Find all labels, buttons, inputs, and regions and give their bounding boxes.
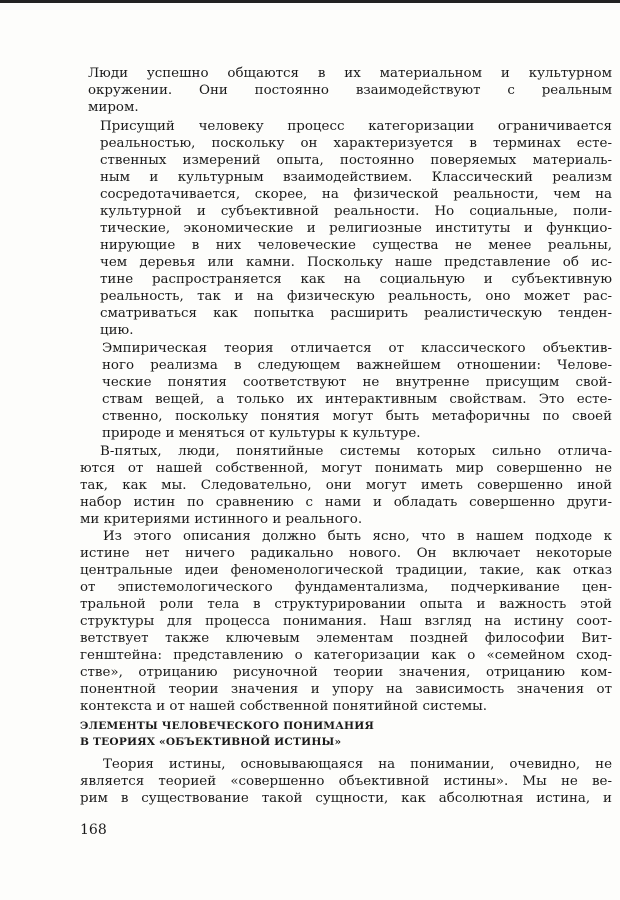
section-heading [80, 718, 374, 750]
text-line: Присущий человеку процесс категоризации ограничивается [100, 119, 612, 134]
paragraph-2 [100, 118, 612, 339]
text-line: Люди успешно общаются в их материальном и культурном [88, 66, 612, 81]
text-line: природе и меняться от культуры к культуре. [102, 426, 421, 441]
paragraph-5 [80, 528, 612, 715]
text-line: ным и культурным взаимодействием. Классический реализм [100, 170, 612, 185]
text-line: структуры для процесса понимания. Наш взгляд на истину соот- [80, 614, 612, 629]
text-line: цию. [100, 323, 134, 338]
text-line: реальностью, поскольку он характеризуется в терминах есте- [100, 136, 612, 151]
text-line: ветствует также ключевым элементам поздней философии Вит- [80, 631, 612, 646]
text-line: так, как мы. Следовательно, они могут иметь совершенно иной [80, 478, 612, 493]
text-line: В-пятых, люди, понятийные системы которых сильно отлича- [100, 444, 612, 459]
text-line: нирующие в них человеческие существа не менее реальны, [100, 238, 612, 253]
text-line: центральные идеи феноменологической традиции, такие, как отказ [80, 563, 612, 578]
text-line: окружении. Они постоянно взаимодействуют с реальным [88, 83, 612, 98]
text-line: ственных измерений опыта, постоянно поверяемых материаль- [100, 153, 612, 168]
text-line: миром. [88, 100, 139, 115]
text-line: Теория истины, основывающаяся на понимании, очевидно, не [103, 757, 612, 772]
text-line: набор истин по сравнению с нами и обладать совершенно други- [80, 495, 612, 510]
text-line: культурной и субъективной реальности. Но социальные, поли- [100, 204, 612, 219]
heading-line-2: В ТЕОРИЯХ «ОБЪЕКТИВНОЙ ИСТИНЫ» [80, 736, 342, 748]
text-line: тральной роли тела в структурировании опыта и важность этой [80, 597, 612, 612]
text-line: стве», отрицанию рисуночной теории значения, отрицанию ком- [80, 665, 612, 680]
text-line: истине нет ничего радикально нового. Он включает некоторые [80, 546, 612, 561]
paragraph-6 [80, 756, 612, 807]
text-line: ного реализма в следующем важнейшем отношении: Челове- [102, 358, 612, 373]
page-number: 168 [80, 822, 107, 838]
text-line: Эмпирическая теория отличается от классического объектив- [102, 341, 612, 356]
text-line: от эпистемологического фундаментализма, подчеркивание цен- [80, 580, 612, 595]
text-line: рим в существование такой сущности, как абсолютная истина, и [80, 791, 612, 806]
text-line: чем деревья или камни. Поскольку наше представление об ис- [100, 255, 612, 270]
text-line: тические, экономические и религиозные институты и функцио- [100, 221, 612, 236]
text-line: сматриваться как попытка расширить реалистическую тенден- [100, 306, 612, 321]
text-line: ствам вещей, а только их интерактивным свойствам. Это есте- [102, 392, 612, 407]
text-line: тине распространяется как на социальную и субъективную [100, 272, 612, 287]
text-line: ственно, поскольку понятия могут быть метафоричны по своей [102, 409, 612, 424]
text-line: реальность, так и на физическую реальность, оно может рас- [100, 289, 612, 304]
text-line: понентной теории значения и упору на зависимость значения от [80, 682, 612, 697]
paragraph-1 [88, 65, 612, 116]
scan-top-edge [0, 0, 620, 3]
heading-line-1: ЭЛЕМЕНТЫ ЧЕЛОВЕЧЕСКОГО ПОНИМАНИЯ [80, 720, 374, 732]
text-line: сосредотачивается, скорее, на физической реальности, чем на [100, 187, 612, 202]
text-line: контекста и от нашей собственной понятийной системы. [80, 699, 488, 714]
paragraph-3 [102, 340, 612, 442]
text-line: ческие понятия соответствуют не внутренне присущим свой- [102, 375, 612, 390]
text-line: Из этого описания должно быть ясно, что в нашем подходе к [103, 529, 612, 544]
paragraph-4 [80, 443, 612, 528]
text-line: является теорией «совершенно объективной истины». Мы не ве- [80, 774, 612, 789]
text-line: генштейна: представлению о категоризации как о «семейном сход- [80, 648, 612, 663]
text-line: ми критериями истинного и реального. [80, 512, 363, 527]
text-line: ются от нашей собственной, могут понимать мир совершенно не [80, 461, 612, 476]
